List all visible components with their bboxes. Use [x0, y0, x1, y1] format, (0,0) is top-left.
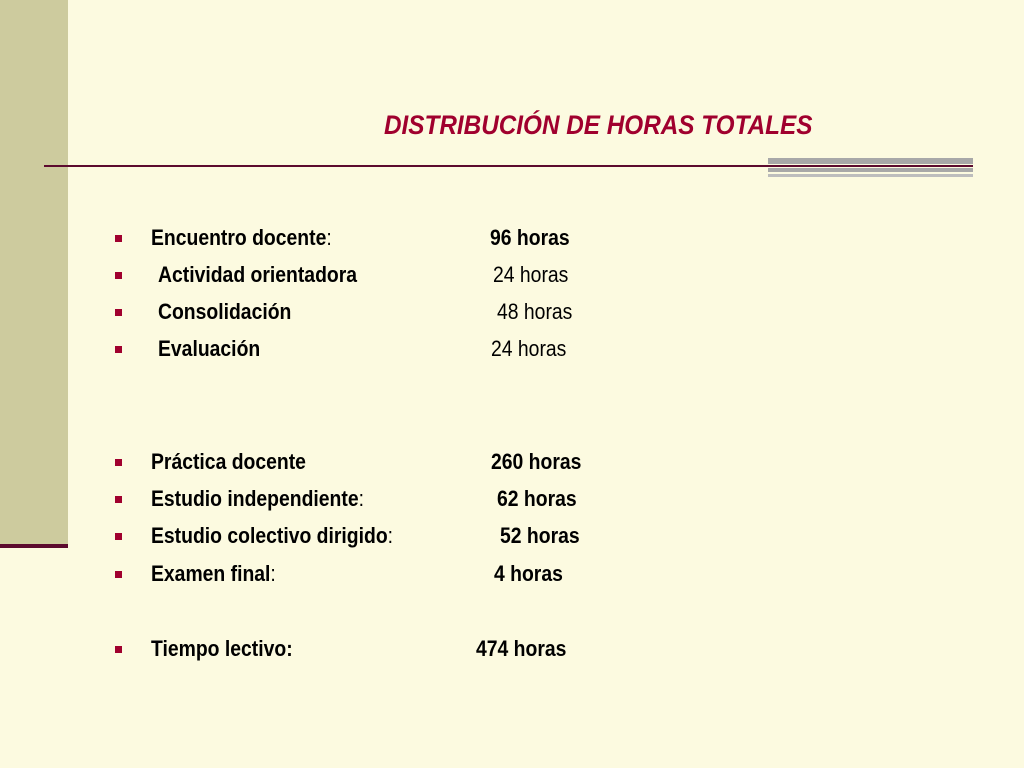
item-label: Consolidación: [158, 299, 292, 324]
item-label: Evaluación: [158, 336, 261, 361]
bullet-icon: [115, 459, 122, 466]
item-value: 24 horas: [491, 336, 567, 361]
item-value: 48 horas: [497, 299, 573, 324]
decorative-gray-bar: [768, 158, 973, 178]
item-label: Tiempo lectivo:: [151, 636, 293, 661]
item-label: Estudio colectivo dirigido:: [151, 523, 394, 548]
list-item: [0, 559, 1024, 589]
item-value: 96 horas: [490, 225, 570, 250]
list-item: [0, 260, 1024, 290]
item-value: 474 horas: [476, 636, 567, 661]
item-value: 260 horas: [491, 449, 582, 474]
bullet-icon: [115, 235, 122, 242]
item-label: Examen final:: [151, 561, 276, 586]
bullet-icon: [115, 496, 122, 503]
bullet-icon: [115, 571, 122, 578]
item-value: 52 horas: [500, 523, 580, 548]
list-item: [0, 447, 1024, 477]
item-label: Encuentro docente:: [151, 225, 332, 250]
bullet-icon: [115, 272, 122, 279]
item-value: 4 horas: [494, 561, 563, 586]
slide-title: DISTRIBUCIÓN DE HORAS TOTALES: [384, 110, 813, 140]
list-item: [0, 484, 1024, 514]
list-item: [0, 334, 1024, 364]
bullet-icon: [115, 533, 122, 540]
bullet-icon: [115, 309, 122, 316]
bullet-icon: [115, 346, 122, 353]
item-value: 62 horas: [497, 486, 577, 511]
list-item-total: [0, 634, 1024, 664]
bullet-icon: [115, 646, 122, 653]
item-label: Práctica docente: [151, 449, 306, 474]
list-item: [0, 297, 1024, 327]
list-item: [0, 521, 1024, 551]
item-value: 24 horas: [493, 262, 569, 287]
item-label: Actividad orientadora: [158, 262, 358, 287]
list-item: [0, 223, 1024, 253]
item-label: Estudio independiente:: [151, 486, 364, 511]
